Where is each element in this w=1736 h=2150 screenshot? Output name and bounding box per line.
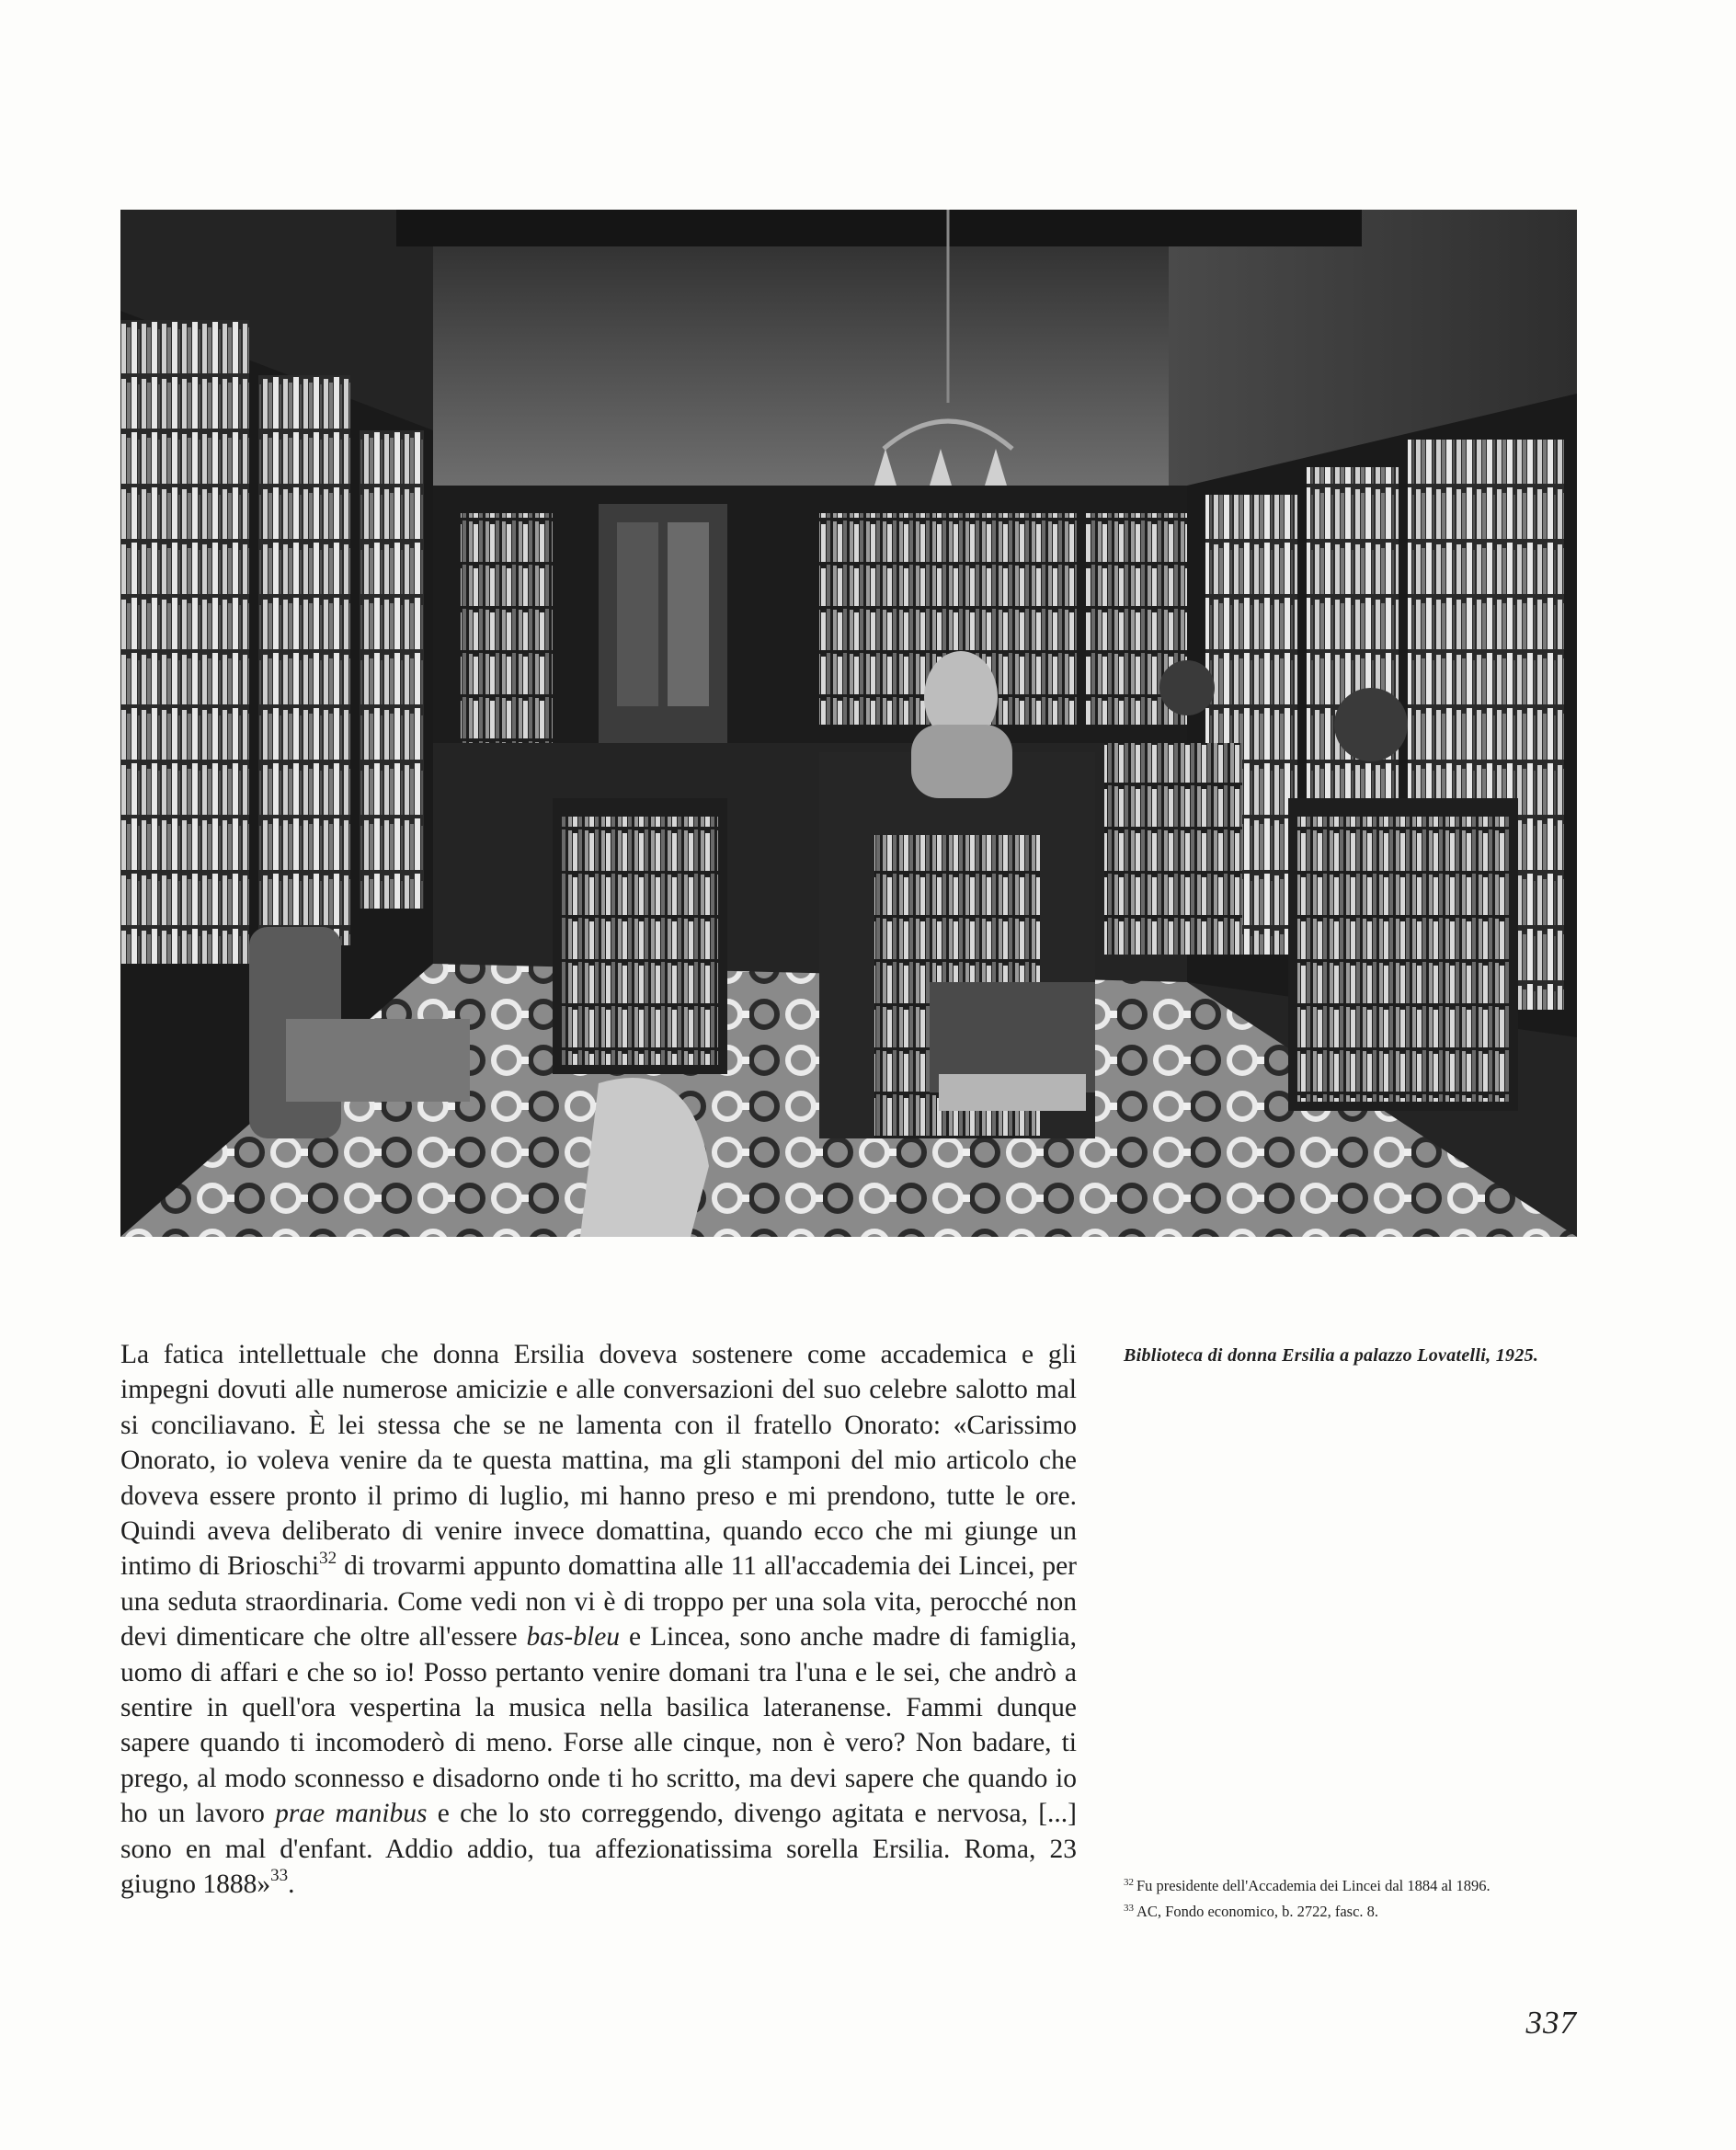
italic-term: bas-bleu [526, 1622, 621, 1653]
text-part: . [288, 1870, 295, 1900]
library-photograph [120, 210, 1577, 1237]
footnote-text: Fu presidente dell'Accademia dei Lincei dal 1884 al 1896. [1136, 1877, 1490, 1894]
text-part: e Lincea, sono anche madre di famiglia, uomo di affari e che so io! Posso pertanto venire domani tra l'una e le sei, che andrò a sentire in quell'ora vespertina la musica nella basilica lateranense. Fammi dunque sapere quando ti incomoderò di meno. Forse alle cinque, non è vero? Non badare, ti prego, al modo sconnesso e disadorno onde ti ho scritto, ma devi sapere che quando io ho un lavoro [120, 1622, 1077, 1829]
footnote-ref-33[interactable]: 33 [270, 1866, 289, 1886]
body-paragraph [120, 1337, 1077, 1903]
main-text [120, 1337, 1077, 1903]
footnote-33 [1124, 1902, 1580, 1921]
footnotes [1124, 1876, 1580, 1927]
photo-caption: Biblioteca di donna Ersilia a palazzo Lovatelli, 1925. [1124, 1345, 1539, 1366]
footnote-number: 33 [1124, 1902, 1134, 1914]
page-number: 337 [1525, 2005, 1577, 2041]
text-part: e che lo sto correggendo, divengo agitata e nervosa, [...] sono en mal d'enfant. Addio addio, tua affezionatissima sorella Ersilia. Roma, 23 giugno 1888» [120, 1799, 1077, 1900]
footnote-ref-32[interactable]: 32 [319, 1548, 337, 1568]
text-part: La fatica intellettuale che donna Ersilia doveva sostenere come accademica e gli impegni dovuti alle numerose amicizie e alle conversazioni del suo celebre salotto mal si conciliavano. È lei stessa che se ne lamenta con il fratello Onorato: «Carissimo Onorato, io voleva venire da te questa mattina, ma gli stamponi del mio articolo che doveva essere pronto il primo di luglio, mi hanno preso e mi prendono, tutte le ore. Quindi aveva deliberato di venire invece domattina, quando ecco che mi giunge un intimo di Brioschi [120, 1340, 1077, 1582]
text-part: di trovarmi appunto domattina alle 11 all'accademia dei Lincei, per una seduta straordinaria. Come vedi non vi è di troppo per una sola vita, perocché non devi dimenticare che oltre all'essere [120, 1551, 1077, 1653]
italic-term: prae manibus [275, 1799, 428, 1829]
footnote-text: AC, Fondo economico, b. 2722, fasc. 8. [1136, 1903, 1379, 1920]
photo-illustration [120, 210, 1577, 1237]
footnote-32 [1124, 1876, 1580, 1895]
footnote-number: 32 [1124, 1876, 1134, 1888]
